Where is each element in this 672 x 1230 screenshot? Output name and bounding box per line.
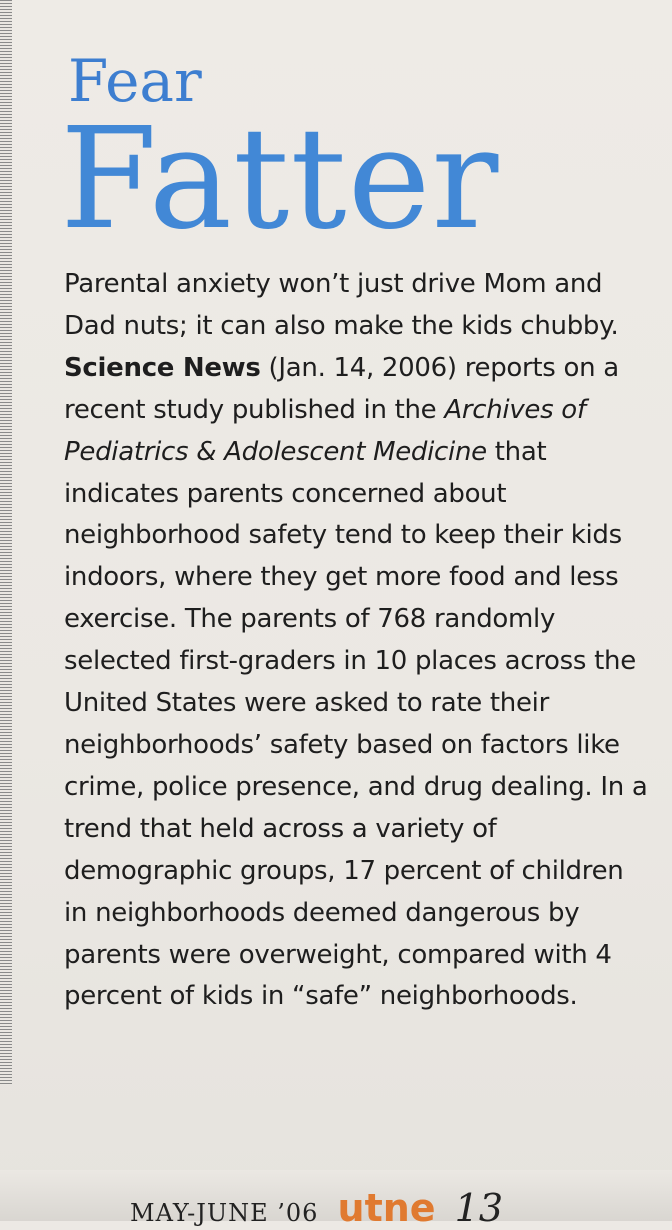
- magazine-logo: utne: [337, 1186, 436, 1230]
- page-number: 13: [454, 1186, 504, 1230]
- page-edge-strip: [0, 0, 12, 1085]
- page-footer: [130, 1186, 504, 1230]
- article-kicker: Fear: [68, 47, 202, 115]
- article-body: [64, 264, 654, 1018]
- body-text-run: Parental anxiety won’t just drive Mom and Dad nuts; it can also make the kids chubby.: [64, 269, 619, 341]
- journal-title: Archives of Pediatrics & Adolescent Medicine: [64, 394, 586, 467]
- article-headline: Fatter: [60, 98, 500, 261]
- issue-date: MAY-JUNE ’06: [130, 1199, 319, 1227]
- publication-name: Science News: [64, 352, 261, 383]
- body-text-run: that indicates parents concerned about neighborhood safety tend to keep their kids indoors, where they get more food and less exercise. The parents of 768 randomly selected first-graders in 10 places across the United States were asked to rate their neighborhoods’ safety based on factors like crime, police presence, and drug dealing. In a trend that held across a variety of demographic groups, 17 percent of children in neighborhoods deemed dangerous by parents were overweight, compared with 4 percent of kids in “safe” neighborhoods.: [64, 436, 648, 1012]
- body-text-run: (Jan. 14, 2006) reports on a recent study published in the: [64, 352, 619, 425]
